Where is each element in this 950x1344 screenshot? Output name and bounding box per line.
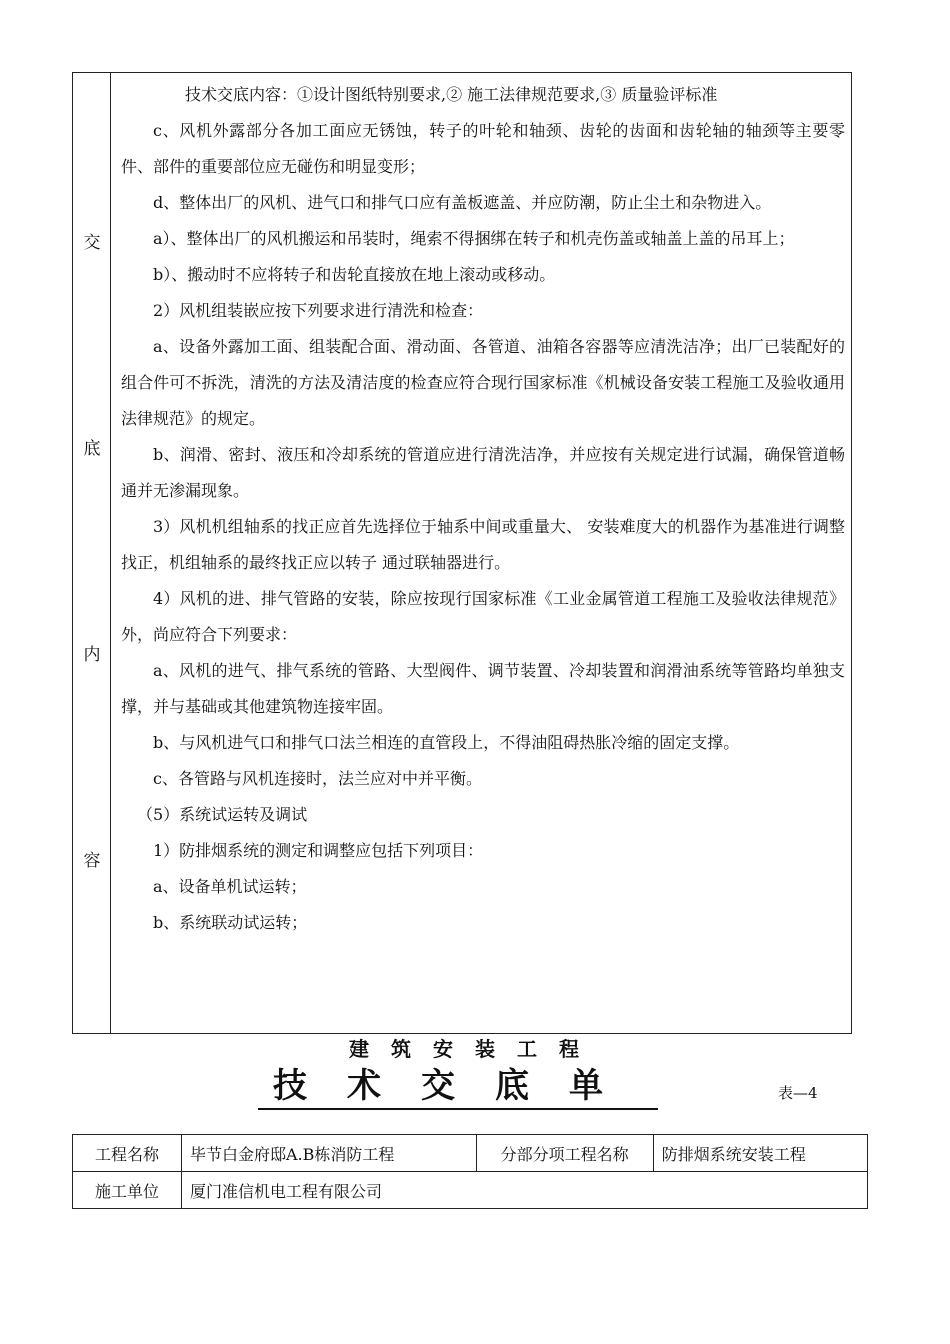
- content-paragraph: 2）风机组装嵌应按下列要求进行清洗和检查：: [153, 301, 484, 320]
- content-paragraph: b、润滑、密封、液压和冷却系统的管道应进行清洗洁净，并应按有关规定进行试漏，确保管道畅通并无渗漏现象。: [121, 445, 845, 500]
- content-paragraph: 4）风机的进、排气管路的安装，除应按现行国家标准《工业金属管道工程施工及验收法律规范》外，尚应符合下列要求：: [121, 589, 845, 644]
- content-paragraph: a、设备单机试运转；: [153, 877, 307, 896]
- content-paragraph: b）、搬动时不应将转子和齿轮直接放在地上滚动或移动。: [153, 265, 556, 284]
- side-label-char: 容: [83, 851, 101, 871]
- content-paragraph: d、整体出厂的风机、进气口和排气口应有盖板遮盖、并应防潮，防止尘土和杂物进入。: [153, 193, 772, 212]
- side-label-char: 底: [83, 439, 101, 459]
- project-name-label: 工程名称: [73, 1135, 182, 1172]
- sub-project-label: 分部分项工程名称: [476, 1135, 653, 1172]
- content-paragraph: （5）系统试运转及调试: [137, 805, 308, 824]
- heading-construction-project: 建筑安装工程: [349, 1037, 601, 1061]
- form-number: 表—4: [778, 1084, 818, 1102]
- table-row: [73, 1135, 868, 1172]
- heading-technical-disclosure: 技术交底单: [258, 1066, 658, 1110]
- sub-project-value: 防排烟系统安装工程: [653, 1135, 867, 1172]
- disclosure-content-box: [72, 72, 852, 1034]
- content-paragraph: b、系统联动试运转；: [153, 913, 308, 932]
- content-paragraph: 技术交底内容：①设计图纸特别要求,② 施工法律规范要求,③ 质量验评标准: [185, 85, 718, 104]
- construction-unit-label: 施工单位: [73, 1172, 182, 1209]
- project-info-table: [72, 1134, 868, 1209]
- content-paragraph: c、各管路与风机连接时，法兰应对中并平衡。: [153, 769, 482, 788]
- table-row: [73, 1172, 868, 1209]
- project-name-value: 毕节白金府邸A.B栋消防工程: [182, 1135, 477, 1172]
- side-label-char: 内: [83, 645, 101, 665]
- content-paragraph: a）、整体出厂的风机搬运和吊装时，绳索不得捆绑在转子和机壳伤盖或轴盖上盖的吊耳上；: [153, 229, 795, 248]
- side-label-char: 交: [83, 233, 101, 253]
- content-paragraph: 1）防排烟系统的测定和调整应包括下列项目：: [153, 841, 484, 860]
- side-label-column: [73, 73, 111, 1033]
- construction-unit-value: 厦门准信机电工程有限公司: [182, 1172, 868, 1209]
- disclosure-text: [111, 77, 853, 941]
- content-paragraph: b、与风机进气口和排气口法兰相连的直管段上，不得油阻碍热胀冷缩的固定支撑。: [153, 733, 740, 752]
- content-paragraph: a、风机的进气、排气系统的管路、大型阀件、调节装置、冷却装置和润滑油系统等管路均单独支撑，并与基础或其他建筑物连接牢固。: [121, 661, 845, 716]
- content-paragraph: a、设备外露加工面、组装配合面、滑动面、各管道、油箱各容器等应清洗洁净；出厂已装配好的组合件可不拆洗，清洗的方法及清洁度的检查应符合现行国家标准《机械设备安装工程施工及验收通用法律规范》的规定。: [121, 337, 845, 428]
- content-paragraph: c、风机外露部分各加工面应无锈蚀，转子的叶轮和轴颈、齿轮的齿面和齿轮轴的轴颈等主要零件、部件的重要部位应无碰伤和明显变形；: [121, 121, 845, 176]
- content-paragraph: 3）风机机组轴系的找正应首先选择位于轴系中间或重量大、 安装难度大的机器作为基准进行调整找正，机组轴系的最终找正应以转子 通过联轴器进行。: [121, 517, 845, 572]
